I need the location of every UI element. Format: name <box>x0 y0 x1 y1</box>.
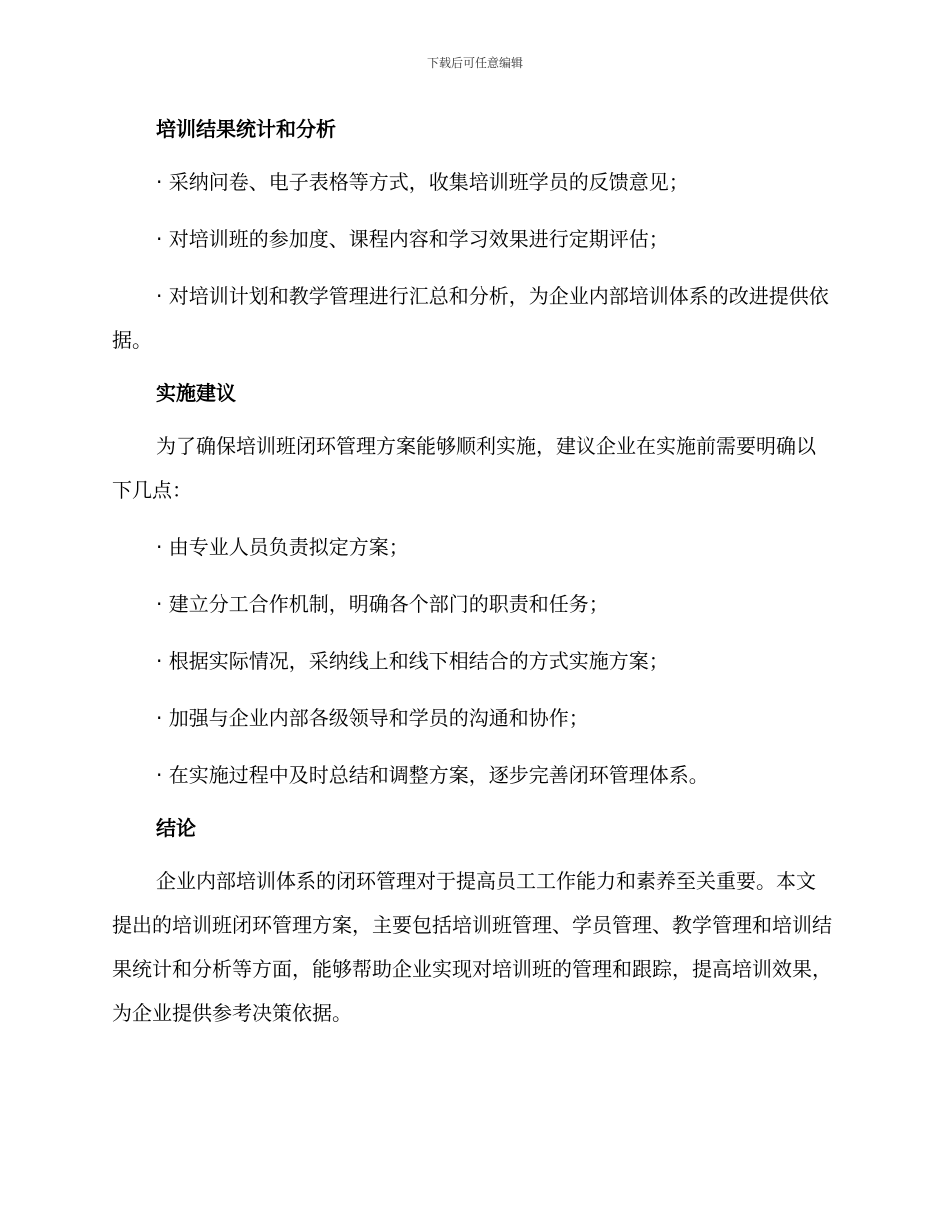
bullet-item: · 加强与企业内部各级领导和学员的沟通和协作； <box>156 706 589 730</box>
section-heading-training-results: 培训结果统计和分析 <box>156 117 336 141</box>
section-intro-paragraph: 为了确保培训班闭环管理方案能够顺利实施，建议企业在实施前需要明确以下几点： <box>112 434 816 502</box>
bullet-item: · 由专业人员负责拟定方案； <box>156 535 409 559</box>
bullet-item: · 在实施过程中及时总结和调整方案，逐步完善闭环管理体系。 <box>156 763 709 787</box>
document-content <box>112 111 834 1035</box>
bullet-item: · 采纳问卷、电子表格等方式，收集培训班学员的反馈意见； <box>156 170 689 194</box>
bullet-item: · 根据实际情况，采纳线上和线下相结合的方式实施方案； <box>156 649 669 673</box>
section-heading-conclusion: 结论 <box>156 816 196 840</box>
section-heading-implementation: 实施建议 <box>156 381 236 405</box>
bullet-item: · 建立分工合作机制，明确各个部门的职责和任务； <box>156 592 609 616</box>
conclusion-paragraph: 企业内部培训体系的闭环管理对于提高员工工作能力和素养至关重要。本文提出的培训班闭环管理方案，主要包括培训班管理、学员管理、教学管理和培训结果统计和分析等方面，能够帮助企业实现对培训班的管理和跟踪，提高培训效果，为企业提供参考决策依据。 <box>112 869 832 1025</box>
header-note: 下载后可任意编辑 <box>426 56 523 70</box>
bullet-item: · 对培训计划和教学管理进行汇总和分析，为企业内部培训体系的改进提供依据。 <box>112 284 829 352</box>
bullet-item: · 对培训班的参加度、课程内容和学习效果进行定期评估； <box>156 227 669 251</box>
